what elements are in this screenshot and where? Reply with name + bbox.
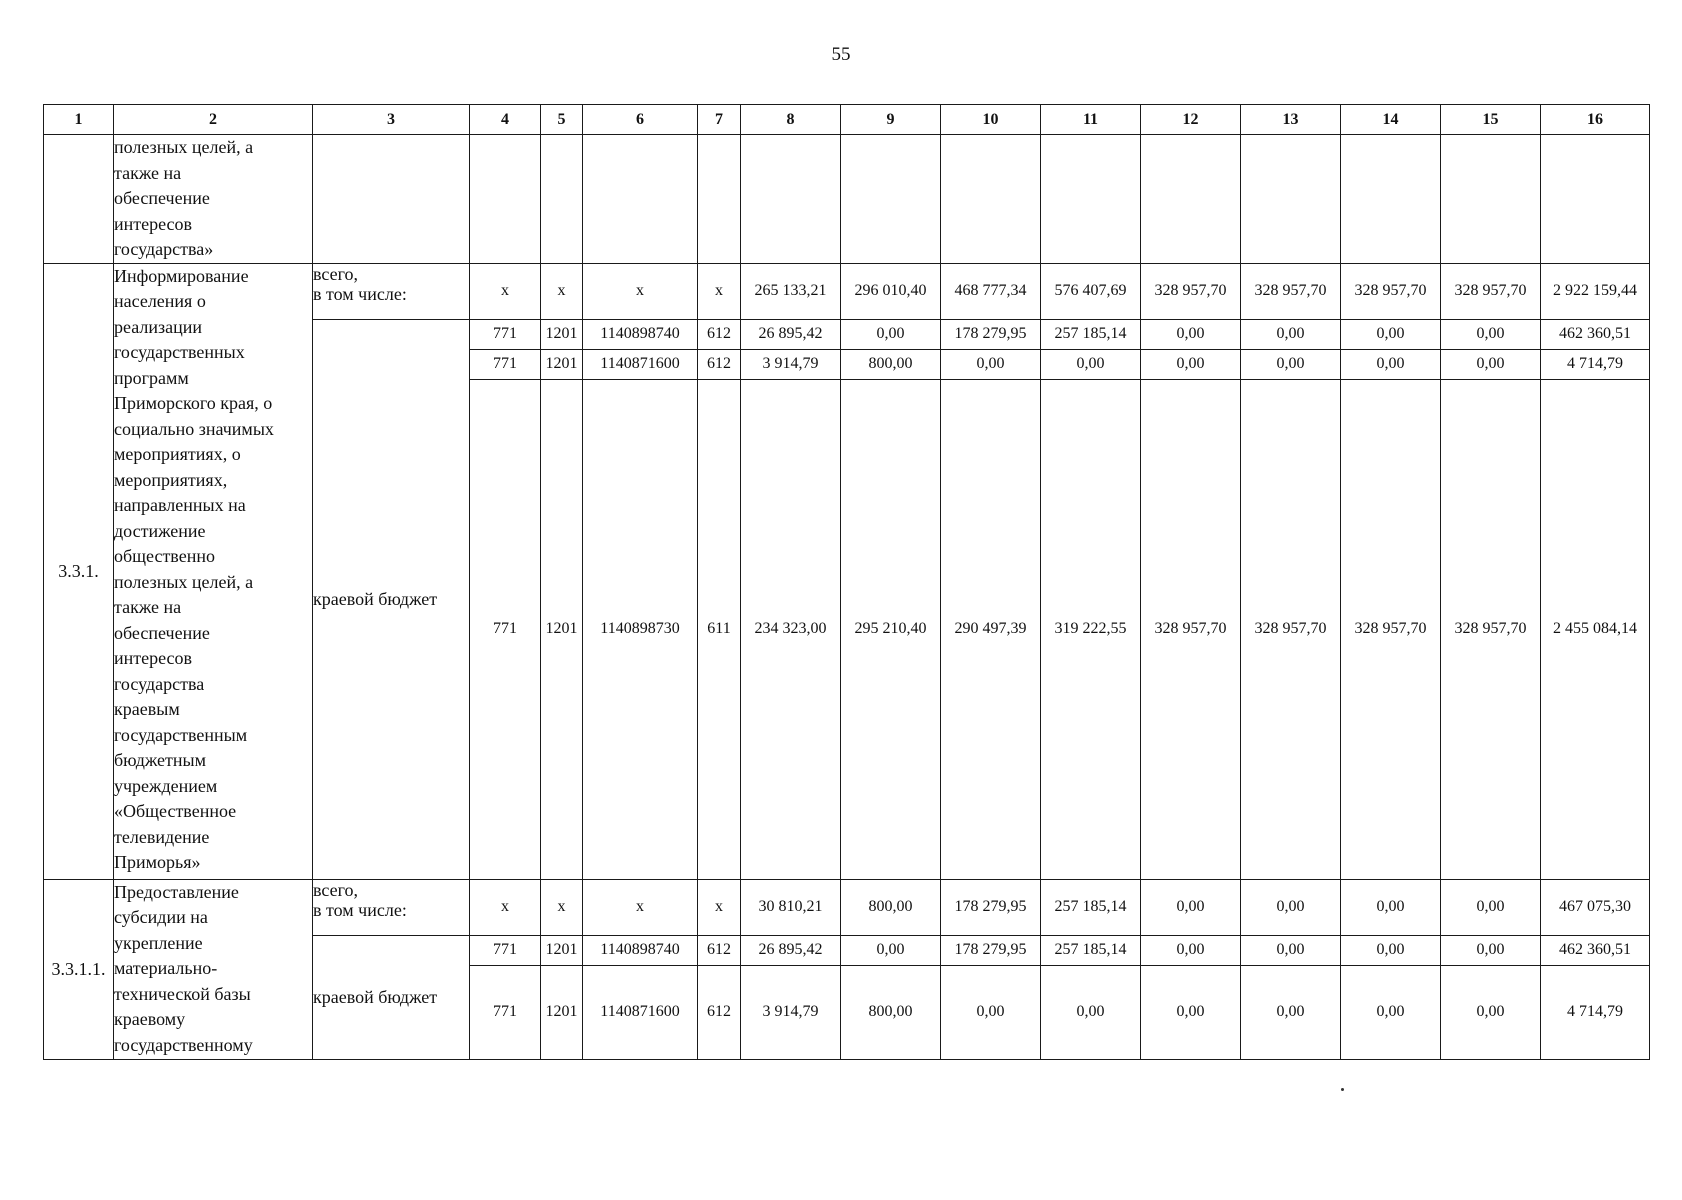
cell-value: 0,00 — [1141, 319, 1241, 349]
source-budget: краевой бюджет — [313, 935, 470, 1059]
cell-value: 0,00 — [1341, 879, 1441, 935]
cell-value: 328 957,70 — [1341, 379, 1441, 879]
cell-value: x — [541, 879, 583, 935]
cell-empty — [1141, 135, 1241, 264]
continuation-name: полезных целей, а также на обеспечение интересов государства» — [114, 135, 313, 264]
cell-value: 612 — [698, 935, 741, 965]
cell-value: 290 497,39 — [941, 379, 1041, 879]
cell-value: 234 323,00 — [741, 379, 841, 879]
source-total: всего, в том числе: — [313, 879, 470, 935]
cell-value: 257 185,14 — [1041, 879, 1141, 935]
cell-value: x — [583, 263, 698, 319]
cell-value: 0,00 — [1141, 935, 1241, 965]
cell-empty — [583, 135, 698, 264]
cell-value: 0,00 — [1241, 935, 1341, 965]
cell-value: 0,00 — [1141, 879, 1241, 935]
cell-value: 30 810,21 — [741, 879, 841, 935]
budget-table — [43, 104, 1650, 1060]
cell-value: 0,00 — [1441, 319, 1541, 349]
cell-value: 328 957,70 — [1241, 379, 1341, 879]
cell-value: 265 133,21 — [741, 263, 841, 319]
row-code: 3.3.1. — [44, 263, 114, 879]
cell-value: 178 279,95 — [941, 319, 1041, 349]
cell-value: 3 914,79 — [741, 965, 841, 1059]
cell-value: x — [698, 879, 741, 935]
cell-value: 611 — [698, 379, 741, 879]
cell-value: 328 957,70 — [1241, 263, 1341, 319]
source-total: всего, в том числе: — [313, 263, 470, 319]
column-header: 6 — [583, 105, 698, 135]
page-number: 55 — [831, 44, 851, 65]
row-code: 3.3.1.1. — [44, 879, 114, 1059]
cell-value: 178 279,95 — [941, 879, 1041, 935]
cell-value: 0,00 — [941, 965, 1041, 1059]
column-header: 4 — [470, 105, 541, 135]
cell-value: 0,00 — [1441, 349, 1541, 379]
cell-empty — [1441, 135, 1541, 264]
cell-value: 0,00 — [1341, 965, 1441, 1059]
cell-value: 1140898740 — [583, 935, 698, 965]
cell-empty — [1041, 135, 1141, 264]
cell-value: 462 360,51 — [1541, 319, 1650, 349]
cell-value: 462 360,51 — [1541, 935, 1650, 965]
cell-empty — [44, 135, 114, 264]
row-name: Информирование населения о реализации государственных программ Приморского края, о социально значимых мероприятиях, о мероприятиях, направленных на достижение общественно полезных целей, а также на обеспечение интересов государства краевым государственным бюджетным учреждением «Общественное телевидение Приморья» — [114, 263, 313, 879]
cell-value: 0,00 — [1341, 935, 1441, 965]
cell-value: 319 222,55 — [1041, 379, 1141, 879]
cell-value: 1140871600 — [583, 349, 698, 379]
header-row — [44, 105, 1650, 135]
cell-value: 4 714,79 — [1541, 349, 1650, 379]
column-header: 13 — [1241, 105, 1341, 135]
cell-value: 771 — [470, 935, 541, 965]
cell-empty — [841, 135, 941, 264]
table-row-continuation — [44, 135, 1650, 264]
cell-value: 771 — [470, 965, 541, 1059]
scan-speck — [1341, 1088, 1344, 1091]
cell-value: 0,00 — [1241, 879, 1341, 935]
cell-value: x — [698, 263, 741, 319]
cell-value: 296 010,40 — [841, 263, 941, 319]
cell-value: 328 957,70 — [1441, 263, 1541, 319]
cell-value: 257 185,14 — [1041, 935, 1141, 965]
column-header: 12 — [1141, 105, 1241, 135]
cell-value: 612 — [698, 319, 741, 349]
cell-value: 0,00 — [1141, 349, 1241, 379]
cell-value: 328 957,70 — [1141, 263, 1241, 319]
cell-value: 800,00 — [841, 349, 941, 379]
cell-value: 1140871600 — [583, 965, 698, 1059]
cell-value: 612 — [698, 349, 741, 379]
cell-value: 800,00 — [841, 965, 941, 1059]
cell-value: 0,00 — [941, 349, 1041, 379]
cell-value: 26 895,42 — [741, 935, 841, 965]
cell-value: 576 407,69 — [1041, 263, 1141, 319]
cell-value: 800,00 — [841, 879, 941, 935]
cell-empty — [1541, 135, 1650, 264]
cell-value: 612 — [698, 965, 741, 1059]
cell-value: 1201 — [541, 349, 583, 379]
table-row-block1-total — [44, 263, 1650, 319]
cell-value: 0,00 — [1141, 965, 1241, 1059]
cell-value: 1201 — [541, 965, 583, 1059]
column-header: 10 — [941, 105, 1041, 135]
row-name: Предоставление субсидии на укрепление материально- технической базы краевому государственному — [114, 879, 313, 1059]
cell-value: 4 714,79 — [1541, 965, 1650, 1059]
column-header: 9 — [841, 105, 941, 135]
column-header: 7 — [698, 105, 741, 135]
cell-value: 0,00 — [1241, 965, 1341, 1059]
cell-value: x — [541, 263, 583, 319]
cell-value: 0,00 — [1041, 965, 1141, 1059]
cell-value: 328 957,70 — [1141, 379, 1241, 879]
cell-empty — [470, 135, 541, 264]
cell-value: 2 455 084,14 — [1541, 379, 1650, 879]
column-header: 8 — [741, 105, 841, 135]
cell-value: x — [583, 879, 698, 935]
cell-value: 295 210,40 — [841, 379, 941, 879]
cell-value: 328 957,70 — [1441, 379, 1541, 879]
cell-empty — [698, 135, 741, 264]
cell-value: 0,00 — [1441, 879, 1541, 935]
cell-value: 0,00 — [1441, 965, 1541, 1059]
cell-value: x — [470, 879, 541, 935]
cell-value: 328 957,70 — [1341, 263, 1441, 319]
cell-value: 257 185,14 — [1041, 319, 1141, 349]
cell-value: 467 075,30 — [1541, 879, 1650, 935]
cell-value: 1201 — [541, 935, 583, 965]
cell-value: 1201 — [541, 319, 583, 349]
cell-value: 0,00 — [1241, 319, 1341, 349]
cell-empty — [941, 135, 1041, 264]
cell-value: 1140898740 — [583, 319, 698, 349]
cell-empty — [1341, 135, 1441, 264]
cell-value: 0,00 — [1341, 349, 1441, 379]
cell-value: x — [470, 263, 541, 319]
cell-value: 1201 — [541, 379, 583, 879]
cell-value: 468 777,34 — [941, 263, 1041, 319]
cell-value: 771 — [470, 319, 541, 349]
cell-value: 771 — [470, 379, 541, 879]
cell-value: 0,00 — [841, 935, 941, 965]
column-header: 11 — [1041, 105, 1141, 135]
column-header: 16 — [1541, 105, 1650, 135]
cell-value: 0,00 — [1441, 935, 1541, 965]
cell-value: 178 279,95 — [941, 935, 1041, 965]
column-header: 5 — [541, 105, 583, 135]
cell-empty — [741, 135, 841, 264]
column-header: 1 — [44, 105, 114, 135]
column-header: 15 — [1441, 105, 1541, 135]
table-row-block2-total — [44, 879, 1650, 935]
cell-value: 0,00 — [1241, 349, 1341, 379]
cell-empty — [1241, 135, 1341, 264]
cell-value: 1140898730 — [583, 379, 698, 879]
cell-value: 0,00 — [1041, 349, 1141, 379]
cell-empty — [541, 135, 583, 264]
column-header: 2 — [114, 105, 313, 135]
cell-value: 26 895,42 — [741, 319, 841, 349]
cell-empty — [313, 135, 470, 264]
source-budget: краевой бюджет — [313, 319, 470, 879]
cell-value: 3 914,79 — [741, 349, 841, 379]
column-header: 3 — [313, 105, 470, 135]
cell-value: 771 — [470, 349, 541, 379]
cell-value: 2 922 159,44 — [1541, 263, 1650, 319]
cell-value: 0,00 — [1341, 319, 1441, 349]
cell-value: 0,00 — [841, 319, 941, 349]
column-header: 14 — [1341, 105, 1441, 135]
